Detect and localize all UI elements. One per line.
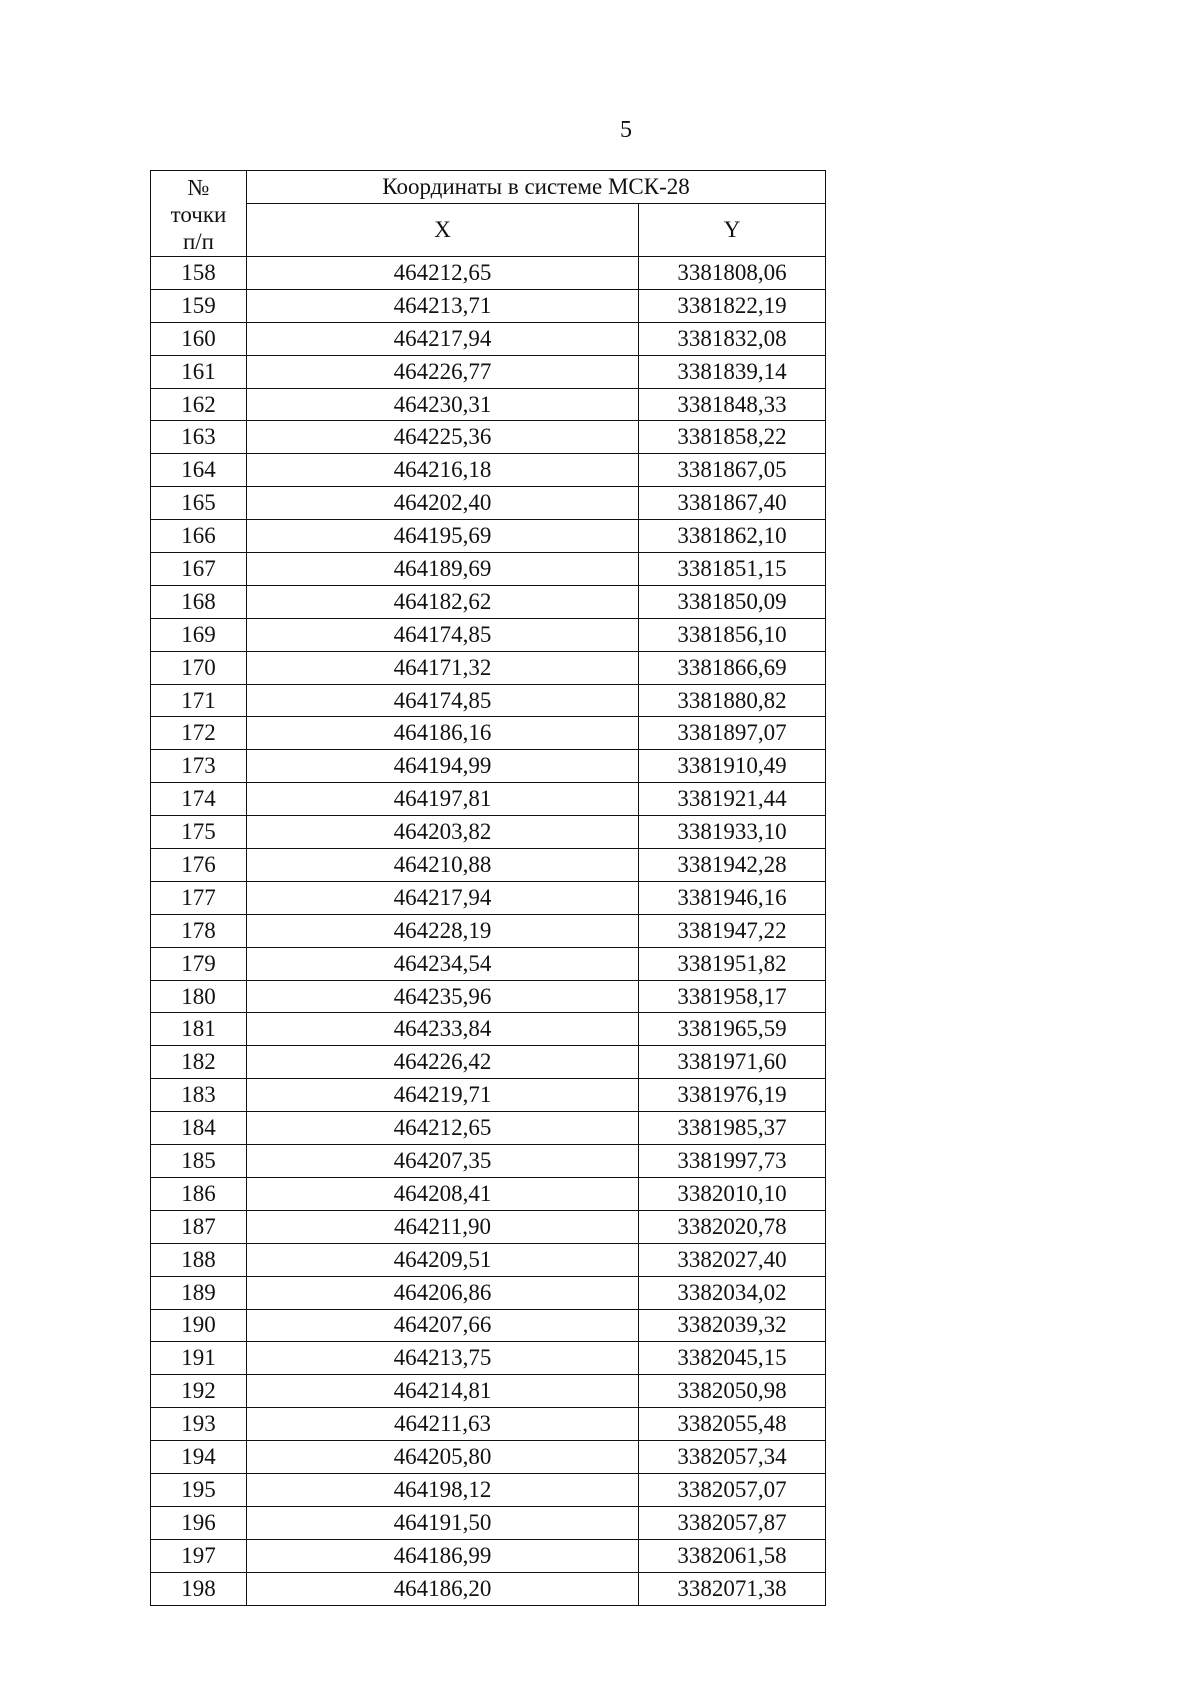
table-row [151, 1342, 826, 1375]
table-row [151, 322, 826, 355]
x-coordinate-cell: 464225,36 [247, 421, 639, 454]
point-number-cell: 183 [151, 1079, 247, 1112]
point-number-cell: 164 [151, 454, 247, 487]
table-row [151, 257, 826, 290]
point-number-cell: 171 [151, 684, 247, 717]
x-coordinate-cell: 464233,84 [247, 1013, 639, 1046]
point-number-cell: 159 [151, 289, 247, 322]
x-coordinate-cell: 464203,82 [247, 816, 639, 849]
point-number-cell: 196 [151, 1506, 247, 1539]
x-coordinate-cell: 464174,85 [247, 684, 639, 717]
x-coordinate-cell: 464234,54 [247, 947, 639, 980]
y-coordinate-cell: 3382057,07 [639, 1473, 826, 1506]
table-row [151, 750, 826, 783]
table-row [151, 520, 826, 553]
x-coordinate-cell: 464211,90 [247, 1210, 639, 1243]
y-coordinate-cell: 3382057,34 [639, 1441, 826, 1474]
table-row [151, 783, 826, 816]
y-coordinate-cell: 3381851,15 [639, 553, 826, 586]
point-number-cell: 175 [151, 816, 247, 849]
x-coordinate-cell: 464171,32 [247, 651, 639, 684]
y-coordinate-cell: 3381858,22 [639, 421, 826, 454]
coordinates-group-header: Координаты в системе МСК-28 [247, 171, 826, 204]
y-coordinate-cell: 3381942,28 [639, 849, 826, 882]
point-number-cell: 170 [151, 651, 247, 684]
table-row [151, 1013, 826, 1046]
table-row [151, 618, 826, 651]
table-row [151, 684, 826, 717]
point-number-cell: 191 [151, 1342, 247, 1375]
x-coordinate-cell: 464212,65 [247, 1112, 639, 1145]
coordinates-table [150, 170, 826, 1606]
y-coordinate-cell: 3381965,59 [639, 1013, 826, 1046]
x-coordinate-cell: 464228,19 [247, 914, 639, 947]
table-row [151, 1046, 826, 1079]
y-coordinate-cell: 3381933,10 [639, 816, 826, 849]
table-row [151, 1177, 826, 1210]
y-coordinate-cell: 3382027,40 [639, 1243, 826, 1276]
page-number: 5 [620, 117, 632, 143]
point-number-cell: 180 [151, 980, 247, 1013]
table-row [151, 1473, 826, 1506]
table-row [151, 816, 826, 849]
x-coordinate-cell: 464214,81 [247, 1375, 639, 1408]
point-number-cell: 187 [151, 1210, 247, 1243]
point-number-header-line-3: п/п [182, 229, 214, 254]
table-row [151, 1309, 826, 1342]
point-number-cell: 174 [151, 783, 247, 816]
table-body [151, 257, 826, 1606]
point-number-cell: 166 [151, 520, 247, 553]
y-coordinate-cell: 3381839,14 [639, 355, 826, 388]
point-number-header-line-1: № [187, 175, 210, 200]
table-row [151, 1243, 826, 1276]
point-number-cell: 178 [151, 914, 247, 947]
table-row [151, 585, 826, 618]
y-coordinate-cell: 3382057,87 [639, 1506, 826, 1539]
point-number-cell: 194 [151, 1441, 247, 1474]
y-coordinate-cell: 3381958,17 [639, 980, 826, 1013]
x-coordinate-cell: 464207,66 [247, 1309, 639, 1342]
point-number-cell: 160 [151, 322, 247, 355]
x-coordinate-cell: 464207,35 [247, 1145, 639, 1178]
x-coordinate-cell: 464217,94 [247, 322, 639, 355]
y-coordinate-cell: 3381897,07 [639, 717, 826, 750]
y-coordinate-cell: 3381976,19 [639, 1079, 826, 1112]
x-coordinate-cell: 464202,40 [247, 487, 639, 520]
point-number-cell: 197 [151, 1539, 247, 1572]
table-row [151, 1276, 826, 1309]
point-number-cell: 169 [151, 618, 247, 651]
point-number-cell: 177 [151, 881, 247, 914]
y-coordinate-cell: 3381921,44 [639, 783, 826, 816]
table-row [151, 454, 826, 487]
table-row [151, 1506, 826, 1539]
point-number-cell: 185 [151, 1145, 247, 1178]
point-number-cell: 173 [151, 750, 247, 783]
table-row [151, 881, 826, 914]
x-coordinate-cell: 464211,63 [247, 1408, 639, 1441]
table-row [151, 947, 826, 980]
point-number-cell: 188 [151, 1243, 247, 1276]
y-coordinate-cell: 3382039,32 [639, 1309, 826, 1342]
table-row [151, 289, 826, 322]
point-number-cell: 198 [151, 1572, 247, 1605]
point-number-cell: 167 [151, 553, 247, 586]
y-coordinate-cell: 3381867,40 [639, 487, 826, 520]
x-coordinate-cell: 464182,62 [247, 585, 639, 618]
x-coordinate-cell: 464186,20 [247, 1572, 639, 1605]
point-number-cell: 186 [151, 1177, 247, 1210]
table-row [151, 487, 826, 520]
x-coordinate-cell: 464230,31 [247, 388, 639, 421]
y-coordinate-cell: 3381985,37 [639, 1112, 826, 1145]
y-coordinate-cell: 3381808,06 [639, 257, 826, 290]
table-row [151, 651, 826, 684]
table-row [151, 388, 826, 421]
y-coordinate-cell: 3382045,15 [639, 1342, 826, 1375]
table-row [151, 914, 826, 947]
table-row [151, 1145, 826, 1178]
table-row [151, 1408, 826, 1441]
x-coordinate-cell: 464213,75 [247, 1342, 639, 1375]
y-coordinate-cell: 3381850,09 [639, 585, 826, 618]
y-coordinate-cell: 3381822,19 [639, 289, 826, 322]
x-coordinate-cell: 464208,41 [247, 1177, 639, 1210]
y-coordinate-cell: 3381947,22 [639, 914, 826, 947]
x-coordinate-cell: 464210,88 [247, 849, 639, 882]
y-coordinate-cell: 3382061,58 [639, 1539, 826, 1572]
point-number-cell: 195 [151, 1473, 247, 1506]
point-number-cell: 181 [151, 1013, 247, 1046]
table-row [151, 1210, 826, 1243]
x-coordinate-cell: 464217,94 [247, 881, 639, 914]
table-row [151, 849, 826, 882]
x-coordinate-cell: 464189,69 [247, 553, 639, 586]
point-number-header [151, 171, 247, 257]
x-coordinate-cell: 464194,99 [247, 750, 639, 783]
table-row [151, 1539, 826, 1572]
point-number-cell: 158 [151, 257, 247, 290]
point-number-cell: 162 [151, 388, 247, 421]
y-coordinate-cell: 3381832,08 [639, 322, 826, 355]
table-row [151, 1572, 826, 1605]
y-coordinate-cell: 3381880,82 [639, 684, 826, 717]
x-coordinate-cell: 464195,69 [247, 520, 639, 553]
table-row [151, 717, 826, 750]
table-row [151, 1441, 826, 1474]
y-coordinate-cell: 3381997,73 [639, 1145, 826, 1178]
y-coordinate-cell: 3381971,60 [639, 1046, 826, 1079]
point-number-cell: 193 [151, 1408, 247, 1441]
point-number-cell: 189 [151, 1276, 247, 1309]
x-coordinate-cell: 464198,12 [247, 1473, 639, 1506]
y-coordinate-cell: 3381910,49 [639, 750, 826, 783]
y-coordinate-cell: 3382071,38 [639, 1572, 826, 1605]
y-coordinate-cell: 3382020,78 [639, 1210, 826, 1243]
point-number-cell: 163 [151, 421, 247, 454]
point-number-cell: 165 [151, 487, 247, 520]
point-number-cell: 192 [151, 1375, 247, 1408]
x-coordinate-cell: 464235,96 [247, 980, 639, 1013]
x-coordinate-cell: 464219,71 [247, 1079, 639, 1112]
table-row [151, 980, 826, 1013]
table-row [151, 1079, 826, 1112]
y-coordinate-cell: 3382050,98 [639, 1375, 826, 1408]
x-coordinate-cell: 464226,77 [247, 355, 639, 388]
point-number-cell: 161 [151, 355, 247, 388]
x-coordinate-cell: 464213,71 [247, 289, 639, 322]
point-number-cell: 172 [151, 717, 247, 750]
y-coordinate-cell: 3381862,10 [639, 520, 826, 553]
table-row [151, 553, 826, 586]
x-coordinate-cell: 464197,81 [247, 783, 639, 816]
x-coordinate-cell: 464205,80 [247, 1441, 639, 1474]
point-number-cell: 190 [151, 1309, 247, 1342]
table-row [151, 421, 826, 454]
y-coordinate-cell: 3381867,05 [639, 454, 826, 487]
table-row [151, 355, 826, 388]
y-coordinate-cell: 3381951,82 [639, 947, 826, 980]
x-coordinate-cell: 464174,85 [247, 618, 639, 651]
x-coordinate-cell: 464216,18 [247, 454, 639, 487]
table-row [151, 1112, 826, 1145]
point-number-cell: 168 [151, 585, 247, 618]
x-coordinate-cell: 464212,65 [247, 257, 639, 290]
point-number-cell: 176 [151, 849, 247, 882]
point-number-cell: 179 [151, 947, 247, 980]
y-coordinate-cell: 3381856,10 [639, 618, 826, 651]
point-number-cell: 182 [151, 1046, 247, 1079]
x-column-header: X [247, 204, 639, 257]
point-number-header-line-2: точки [170, 202, 227, 227]
x-coordinate-cell: 464186,16 [247, 717, 639, 750]
x-coordinate-cell: 464186,99 [247, 1539, 639, 1572]
y-column-header: Y [639, 204, 826, 257]
x-coordinate-cell: 464209,51 [247, 1243, 639, 1276]
y-coordinate-cell: 3381946,16 [639, 881, 826, 914]
y-coordinate-cell: 3381848,33 [639, 388, 826, 421]
y-coordinate-cell: 3382055,48 [639, 1408, 826, 1441]
y-coordinate-cell: 3381866,69 [639, 651, 826, 684]
y-coordinate-cell: 3382034,02 [639, 1276, 826, 1309]
x-coordinate-cell: 464226,42 [247, 1046, 639, 1079]
point-number-cell: 184 [151, 1112, 247, 1145]
x-coordinate-cell: 464206,86 [247, 1276, 639, 1309]
x-coordinate-cell: 464191,50 [247, 1506, 639, 1539]
table-row [151, 1375, 826, 1408]
y-coordinate-cell: 3382010,10 [639, 1177, 826, 1210]
